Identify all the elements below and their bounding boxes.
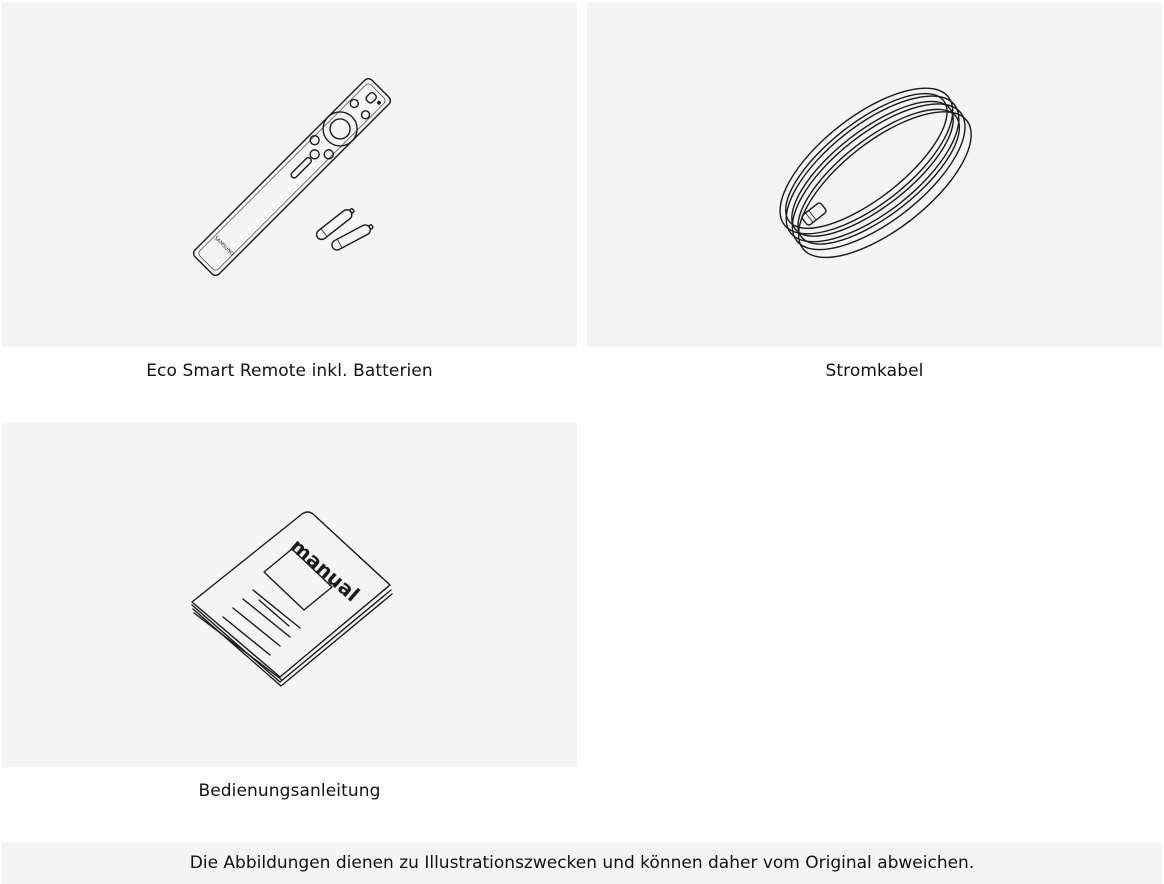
manual-cover-text: manual bbox=[285, 533, 365, 607]
disclaimer-note: Die Abbildungen dienen zu Illustrationszwecken und können daher vom Original abweichen. bbox=[2, 842, 1162, 884]
item-image-manual bbox=[2, 422, 577, 767]
manual-booklet-icon bbox=[2, 422, 577, 767]
item-label-cable: Stromkabel bbox=[825, 361, 924, 381]
item-card-cable bbox=[587, 2, 1162, 382]
coiled-power-cable-icon bbox=[587, 2, 1162, 347]
item-card-remote bbox=[2, 2, 577, 382]
remote-brand-text: SAMSUNG bbox=[212, 235, 235, 258]
item-image-cable bbox=[587, 2, 1162, 347]
item-image-remote bbox=[2, 2, 577, 347]
item-card-manual bbox=[2, 422, 577, 802]
item-label-remote: Eco Smart Remote inkl. Batterien bbox=[146, 361, 433, 381]
item-label-manual: Bedienungsanleitung bbox=[198, 781, 381, 801]
remote-control-with-batteries-icon bbox=[2, 2, 577, 347]
